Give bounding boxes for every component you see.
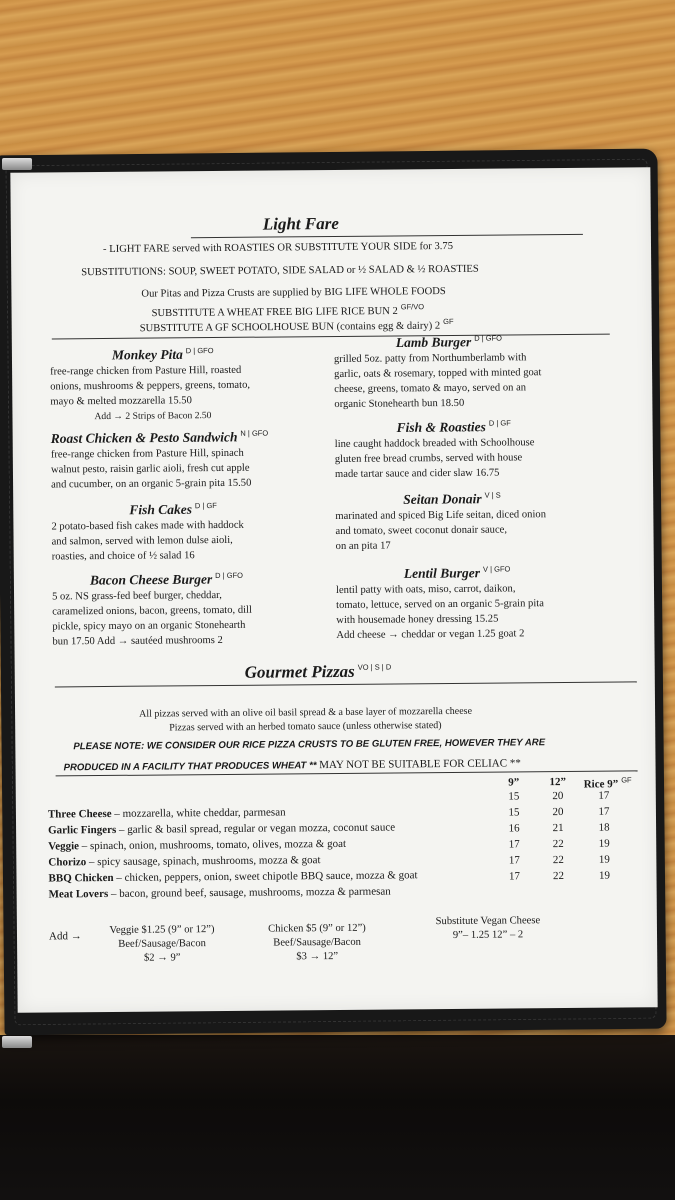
pizza-row-chorizo: Chorizo – spicy sausage, spinach, mushrooms, mozza & goat xyxy=(48,854,321,869)
item-line: grilled 5oz. patty from Northumberlamb with xyxy=(333,351,527,365)
menu-item-fish-cakes xyxy=(51,500,314,565)
pizza-row-veggie: Veggie – spinach, onion, mushrooms, tomato, olives, mozza & goat xyxy=(48,837,347,853)
pizzas-info-2: Pizzas served with an herbed tomato sauce (unless otherwise stated) xyxy=(169,720,442,734)
price-cell: 17 xyxy=(508,854,520,867)
item-line: Add cheese → cheddar or vegan 1.25 goat 2 xyxy=(336,628,525,642)
item-line: made tartar sauce and cider slaw 16.75 xyxy=(334,467,500,481)
item-line: gluten free bread crumbs, served with house xyxy=(334,452,523,465)
price-cell: 19 xyxy=(598,853,610,866)
item-line: pickle, spicy mayo on an organic Stonehearth xyxy=(52,619,246,633)
price-cell: 20 xyxy=(552,806,564,819)
light-fare-intro-3: Our Pitas and Pizza Crusts are supplied by BIG LIFE WHOLE FOODS xyxy=(141,286,446,300)
item-name: Roast Chicken & Pesto Sandwich $^{N | GFO}$ xyxy=(50,428,269,446)
item-line: and cucumber, on an organic 5-grain pita 15.50 xyxy=(51,477,252,491)
item-line: and salmon, served with lemon dulse aioli, xyxy=(51,534,233,548)
price-cell: 15 xyxy=(508,790,520,803)
light-fare-intro-2: SUBSTITUTIONS: SOUP, SWEET POTATO, SIDE SALAD or ½ SALAD & ½ ROASTIES xyxy=(81,263,479,279)
price-cell: 19 xyxy=(598,837,610,850)
item-line: caramelized onions, bacon, greens, tomato, dill xyxy=(52,604,252,618)
add-veggie-line: Veggie $1.25 (9” or 12”) xyxy=(109,924,215,936)
add-meat-line: Beef/Sausage/Bacon xyxy=(118,938,206,950)
binder-clip-top xyxy=(2,158,32,170)
menu-page xyxy=(10,167,657,1013)
pizzas-note-2: PRODUCED IN A FACILITY THAT PRODUCES WHEAT ** MAY NOT BE SUITABLE FOR CELIAC ** xyxy=(63,757,521,774)
price-cell: 15 xyxy=(508,806,520,819)
light-fare-intro-4: SUBSTITUTE A WHEAT FREE BIG LIFE RICE BUN 2 $^{GF/VO}$ xyxy=(151,302,425,320)
item-line: walnut pesto, raisin garlic aioli, fresh cut apple xyxy=(50,462,250,476)
add-meat-price: $2 → 9” xyxy=(143,952,181,964)
price-cell: 22 xyxy=(552,870,565,883)
item-line: bun 17.50 Add → sautéed mushrooms 2 xyxy=(52,635,223,648)
item-name: Lamb Burger $^{D | GFO}$ xyxy=(395,333,503,350)
add-meat-line: Beef/Sausage/Bacon xyxy=(273,936,361,949)
item-line: roasties, and choice of ½ salad 16 xyxy=(51,550,195,563)
menu-item-seitan-donair xyxy=(335,490,604,555)
pizzas-rule xyxy=(55,681,637,687)
item-name: Monkey Pita $^{D | GFO}$ xyxy=(111,346,214,363)
price-cell: 21 xyxy=(552,822,564,835)
item-line: with housemade honey dressing 15.25 xyxy=(336,613,499,627)
price-cell: 17 xyxy=(508,838,520,851)
item-line: mayo & melted mozzarella 15.50 xyxy=(50,395,192,408)
add-meat-price: $3 → 12” xyxy=(296,950,339,963)
light-fare-intro-5: SUBSTITUTE A GF SCHOOLHOUSE BUN (contains egg & dairy) 2 $^{GF}$ xyxy=(139,316,454,335)
item-line: free-range chicken from Pasture Hill, roasted xyxy=(50,364,242,377)
pizza-add-veggie-group xyxy=(87,923,237,966)
item-line: 5 oz. NS grass-fed beef burger, cheddar, xyxy=(51,589,222,602)
pizzas-info-1: All pizzas served with an olive oil basil spread & a base layer of mozzarella cheese xyxy=(139,705,473,720)
item-line: tomato, lettuce, served on an organic 5-grain pita xyxy=(336,597,544,611)
price-cell: 19 xyxy=(598,869,611,882)
price-cell: 20 xyxy=(552,790,564,803)
item-name: Fish Cakes $^{D | GF}$ xyxy=(129,501,217,518)
item-line: cheese, greens, tomato & mayo, served on an xyxy=(334,382,527,396)
menu-item-fish-roasties xyxy=(335,418,604,483)
light-fare-rule xyxy=(191,234,583,238)
item-line: free-range chicken from Pasture Hill, spinach xyxy=(50,447,244,460)
item-name: Lentil Burger $^{V | GFO}$ xyxy=(403,564,511,581)
light-fare-title: Light Fare xyxy=(262,213,339,234)
item-line: organic Stonehearth bun 18.50 xyxy=(334,398,465,411)
pizzas-note-1: PLEASE NOTE: WE CONSIDER OUR RICE PIZZA CRUSTS TO BE GLUTEN FREE, HOWEVER THEY ARE xyxy=(73,737,546,753)
menu-item-lamb-burger xyxy=(334,333,603,413)
price-cell: 22 xyxy=(552,838,564,851)
menu-item-bacon-cheese-burger xyxy=(52,570,315,650)
vegan-cheese-title: Substitute Vegan Cheese xyxy=(435,915,541,928)
price-cell: 17 xyxy=(508,870,521,883)
price-cell: 17 xyxy=(598,789,610,802)
pizza-row-bbq-chicken: BBQ Chicken – chicken, peppers, onion, sweet chipotle BBQ sauce, mozza & goat xyxy=(48,869,418,885)
pizza-add-chicken-group xyxy=(257,922,377,965)
price-cell: 16 xyxy=(508,822,520,835)
pizza-row-meat-lovers: Meat Lovers – bacon, ground beef, sausage, mushrooms, mozza & parmesan xyxy=(48,885,391,901)
item-name: Fish & Roasties $^{D | GF}$ xyxy=(396,418,511,435)
item-name: Seitan Donair $^{V | S}$ xyxy=(403,490,501,507)
price-header-12: 12” xyxy=(549,775,566,789)
menu-item-roast-chicken xyxy=(51,428,314,493)
item-line: and tomato, sweet coconut donair sauce, xyxy=(335,524,508,537)
item-line: garlic, oats & rosemary, topped with minted goat xyxy=(334,366,542,380)
item-name: Bacon Cheese Burger $^{D | GFO}$ xyxy=(89,570,243,588)
menu-item-monkey-pita xyxy=(50,345,313,425)
item-line: marinated and spiced Big Life seitan, diced onion xyxy=(335,508,547,522)
price-cell: 22 xyxy=(552,854,564,867)
pizza-row-garlic-fingers: Garlic Fingers – garlic & basil spread, regular or vegan mozza, coconut sauce xyxy=(48,821,396,837)
table-shadow xyxy=(0,1035,675,1200)
menu-item-lentil-burger xyxy=(336,564,605,644)
light-fare-intro-1: - LIGHT FARE served with ROASTIES OR SUBSTITUTE YOUR SIDE for 3.75 xyxy=(102,240,454,256)
item-line: on an pita 17 xyxy=(335,540,391,553)
price-header-9: 9” xyxy=(508,776,520,789)
binder-clip-bottom xyxy=(2,1036,32,1048)
item-line: line caught haddock breaded with Schoolhouse xyxy=(334,436,535,450)
add-chicken-line: Chicken $5 (9” or 12”) xyxy=(268,922,366,935)
price-header-rice: Rice 9” $^{GF}$ xyxy=(583,775,632,791)
price-cell: 18 xyxy=(598,821,610,834)
price-cell: 17 xyxy=(598,805,610,818)
item-line: lentil patty with oats, miso, carrot, daikon, xyxy=(335,582,516,596)
vegan-cheese-group xyxy=(413,914,563,943)
item-addon: Add → 2 Strips of Bacon 2.50 xyxy=(94,410,212,423)
pizza-row-three-cheese: Three Cheese – mozzarella, white cheddar, parmesan xyxy=(47,806,286,821)
pizzas-title: Gourmet Pizzas $^{VO | S | D}$ xyxy=(244,661,392,682)
item-line: 2 potato-based fish cakes made with haddock xyxy=(51,519,244,532)
vegan-cheese-prices: 9”– 1.25 12” – 2 xyxy=(452,929,524,941)
item-line: onions, mushrooms & peppers, greens, tomato, xyxy=(50,379,251,393)
pizza-add-label: Add → xyxy=(48,930,82,943)
